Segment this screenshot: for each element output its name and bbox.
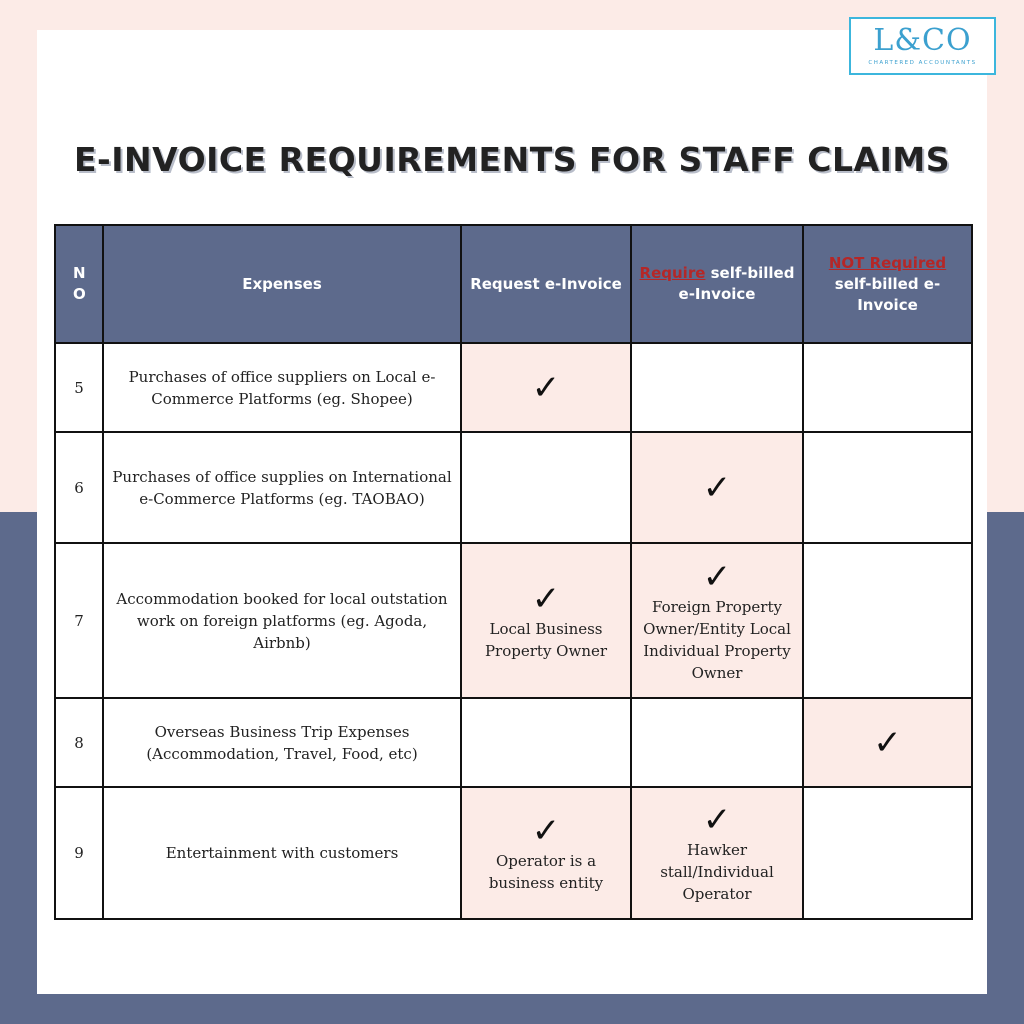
checkmark-icon: ✓ [702, 800, 732, 840]
require-self-billed-cell [631, 543, 803, 698]
checkmark-icon: ✓ [531, 367, 561, 408]
claims-table [54, 224, 973, 920]
table-row [55, 698, 972, 787]
checkmark-icon: ✓ [702, 556, 732, 597]
require-self-billed-cell [631, 432, 803, 543]
table-row [55, 543, 972, 698]
header-request-e-invoice: Request e-Invoice [461, 225, 631, 343]
expense-description: Purchases of office suppliers on Local e-Commerce Platforms (eg. Shopee) [103, 343, 461, 432]
not-required-highlight: NOT Required [828, 253, 947, 272]
expense-description: Entertainment with customers [103, 787, 461, 919]
request-note: Operator is a business entity [488, 852, 604, 892]
not-required-cell [803, 432, 972, 543]
require-self-billed-cell [631, 698, 803, 787]
header-expenses: Expenses [103, 225, 461, 343]
table-row [55, 432, 972, 543]
table-row [55, 787, 972, 919]
not-required-cell [803, 787, 972, 919]
logo-mark: L&CO [873, 23, 972, 58]
row-number: 7 [55, 543, 103, 698]
require-self-billed-cell [631, 787, 803, 919]
row-number: 5 [55, 343, 103, 432]
checkmark-icon: ✓ [531, 578, 561, 619]
checkmark-icon: ✓ [702, 467, 732, 508]
header-not-required-self-billed: NOT Required self-billed e-Invoice [803, 225, 972, 343]
checkmark-icon: ✓ [873, 722, 902, 763]
require-note: Foreign Property Owner/Entity Local Individual Property Owner [643, 597, 791, 682]
request-e-invoice-cell [461, 343, 631, 432]
require-note: Hawker stall/Individual Operator [660, 841, 774, 903]
require-highlight: Require [639, 264, 706, 282]
expense-description: Accommodation booked for local outstation work on foreign platforms (eg. Agoda, Airbnb) [103, 543, 461, 698]
not-required-cell [803, 343, 972, 432]
page-title: E-INVOICE REQUIREMENTS FOR STAFF CLAIMS [74, 140, 950, 179]
request-e-invoice-cell [461, 432, 631, 543]
request-e-invoice-cell [461, 787, 631, 919]
not-required-cell [803, 543, 972, 698]
request-e-invoice-cell [461, 698, 631, 787]
checkmark-icon: ✓ [531, 811, 561, 851]
logo-subtitle: CHARTERED ACCOUNTANTS [868, 60, 977, 66]
request-e-invoice-cell [461, 543, 631, 698]
header-no: NO [55, 225, 103, 343]
expense-description: Purchases of office supplies on International e-Commerce Platforms (eg. TAOBAO) [103, 432, 461, 543]
row-number: 9 [55, 787, 103, 919]
not-required-cell [803, 698, 972, 787]
row-number: 6 [55, 432, 103, 543]
expense-description: Overseas Business Trip Expenses (Accommodation, Travel, Food, etc) [103, 698, 461, 787]
request-note: Local Business Property Owner [484, 619, 608, 660]
require-self-billed-cell [631, 343, 803, 432]
company-logo [849, 17, 996, 75]
table-row [55, 343, 972, 432]
row-number: 8 [55, 698, 103, 787]
table-header-row [55, 225, 972, 343]
header-require-self-billed: Require self-billed e-Invoice [631, 225, 803, 343]
